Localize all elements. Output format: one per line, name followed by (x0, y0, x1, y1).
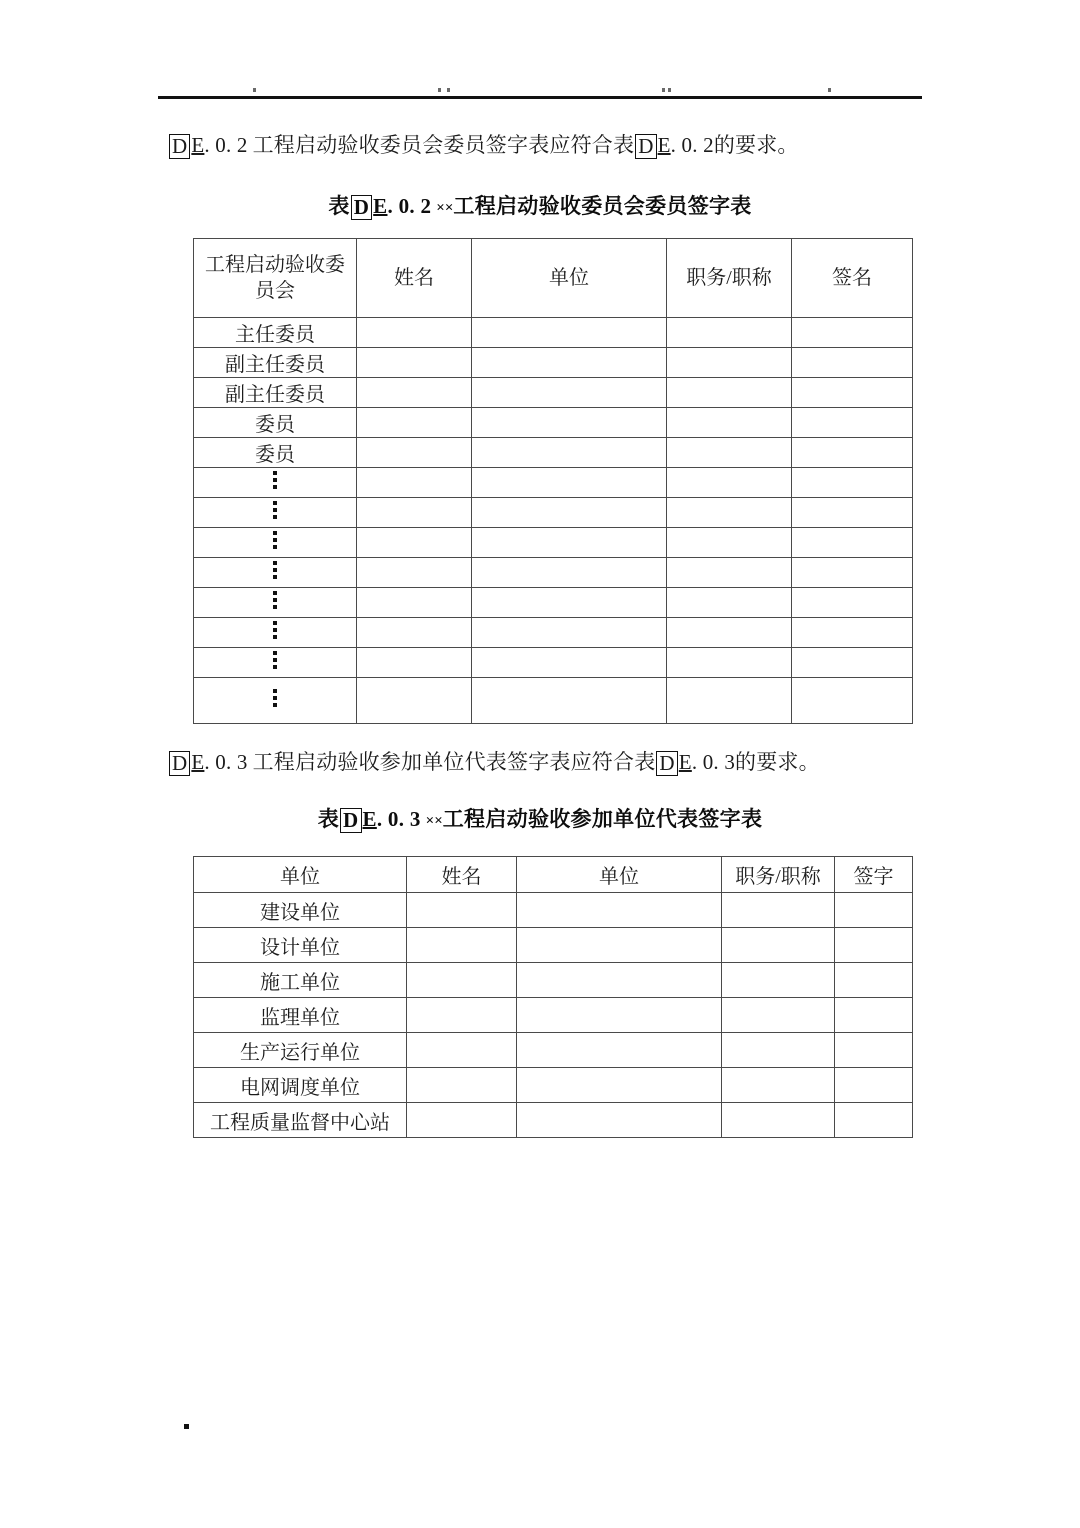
row-label: 电网调度单位 (194, 1068, 407, 1103)
cell-signature[interactable] (792, 378, 913, 408)
cell-post[interactable] (667, 408, 792, 438)
cell-org[interactable] (472, 678, 667, 724)
table-row (194, 528, 913, 558)
column-header-post: 职务/职称 (722, 857, 835, 893)
cell-org[interactable] (472, 318, 667, 348)
cell-name[interactable] (357, 678, 472, 724)
cell-name[interactable] (357, 588, 472, 618)
cell-post[interactable] (667, 498, 792, 528)
row-label-ellipsis (194, 468, 357, 498)
row-label: 副主任委员 (194, 378, 357, 408)
table-header-row (194, 857, 913, 893)
scan-speck (828, 88, 831, 92)
cell-signature[interactable] (835, 1103, 913, 1138)
vertical-ellipsis-icon (273, 590, 278, 609)
cell-name[interactable] (357, 318, 472, 348)
clause-number: . 0. 2 (204, 133, 248, 157)
cell-org[interactable] (472, 498, 667, 528)
cell-name[interactable] (357, 528, 472, 558)
table-row (194, 1068, 913, 1103)
cell-name[interactable] (407, 963, 517, 998)
caption-title: 工程启动验收参加单位代表签字表 (442, 807, 763, 831)
cell-org[interactable] (517, 998, 722, 1033)
cell-signature[interactable] (792, 558, 913, 588)
clause-number: . 0. 3 (204, 750, 248, 774)
table-row (194, 648, 913, 678)
table-row (194, 893, 913, 928)
row-label: 委员 (194, 408, 357, 438)
cell-post[interactable] (722, 963, 835, 998)
table-row (194, 1033, 913, 1068)
cell-post[interactable] (667, 528, 792, 558)
vertical-ellipsis-icon (273, 530, 278, 549)
underlined-letter-e: E (191, 750, 205, 774)
cell-signature[interactable] (792, 408, 913, 438)
table-body (194, 893, 913, 1138)
caption-marker: ×× (425, 813, 443, 829)
column-header-signature: 签字 (835, 857, 913, 893)
cell-org[interactable] (472, 648, 667, 678)
cell-signature[interactable] (835, 893, 913, 928)
cell-post[interactable] (667, 378, 792, 408)
column-header-post: 职务/职称 (667, 239, 792, 318)
cell-org[interactable] (472, 528, 667, 558)
boxed-letter-d: D (169, 134, 190, 159)
row-label: 副主任委员 (194, 348, 357, 378)
cell-post[interactable] (722, 928, 835, 963)
cell-post[interactable] (722, 998, 835, 1033)
row-label: 施工单位 (194, 963, 407, 998)
boxed-letter-d-ref: D (656, 751, 677, 776)
caption-lead: 表 (328, 194, 350, 218)
vertical-ellipsis-icon (273, 470, 278, 489)
clause-ref-number: . 0. 2 (670, 133, 714, 157)
cell-signature[interactable] (792, 318, 913, 348)
row-label-ellipsis (194, 588, 357, 618)
cell-post[interactable] (667, 648, 792, 678)
cell-name[interactable] (407, 1103, 517, 1138)
table-row (194, 498, 913, 528)
caption-number: . 0. 3 (376, 807, 421, 831)
row-label-ellipsis (194, 528, 357, 558)
cell-name[interactable] (407, 893, 517, 928)
cell-org[interactable] (517, 1068, 722, 1103)
table-caption-de-0-2 (0, 190, 1080, 220)
cell-signature[interactable] (835, 998, 913, 1033)
cell-post[interactable] (722, 1068, 835, 1103)
boxed-letter-d: D (340, 808, 361, 833)
row-label-ellipsis (194, 498, 357, 528)
table-header-row (194, 239, 913, 318)
column-header-name: 姓名 (407, 857, 517, 893)
table-row (194, 928, 913, 963)
vertical-ellipsis-icon (273, 650, 278, 669)
caption-title: 工程启动验收委员会委员签字表 (453, 194, 752, 218)
cell-signature[interactable] (835, 928, 913, 963)
cell-post[interactable] (667, 618, 792, 648)
boxed-letter-d: D (351, 195, 372, 220)
committee-signature-table (193, 238, 913, 724)
cell-signature[interactable] (792, 588, 913, 618)
cell-name[interactable] (407, 1033, 517, 1068)
underlined-letter-e: E (373, 194, 388, 218)
column-header-org: 单位 (517, 857, 722, 893)
row-label: 委员 (194, 438, 357, 468)
table-body (194, 318, 913, 724)
cell-org[interactable] (517, 963, 722, 998)
cell-post[interactable] (667, 678, 792, 724)
row-label-ellipsis (194, 618, 357, 648)
cell-name[interactable] (357, 438, 472, 468)
table-row (194, 618, 913, 648)
row-label-ellipsis (194, 678, 357, 724)
cell-signature[interactable] (835, 1033, 913, 1068)
cell-signature[interactable] (792, 438, 913, 468)
scan-speck (253, 88, 256, 92)
underlined-letter-e: E (362, 807, 377, 831)
cell-post[interactable] (722, 893, 835, 928)
clause-body-text: 工程启动验收委员会委员签字表应符合表 (252, 133, 635, 157)
scan-speck (184, 1424, 189, 1429)
row-label: 工程质量监督中心站 (194, 1103, 407, 1138)
column-header-unit: 单位 (194, 857, 407, 893)
column-header-org: 单位 (472, 239, 667, 318)
cell-org[interactable] (472, 588, 667, 618)
caption-number: . 0. 2 (387, 194, 432, 218)
boxed-letter-d-ref: D (635, 134, 656, 159)
cell-name[interactable] (357, 618, 472, 648)
cell-org[interactable] (472, 438, 667, 468)
cell-name[interactable] (357, 648, 472, 678)
cell-post[interactable] (667, 348, 792, 378)
column-header-signature: 签名 (792, 239, 913, 318)
boxed-letter-d: D (169, 751, 190, 776)
header-rule (158, 96, 922, 99)
cell-org[interactable] (517, 893, 722, 928)
cell-post[interactable] (667, 588, 792, 618)
scan-speck (447, 88, 450, 92)
table-row (194, 678, 913, 724)
table-row (194, 1103, 913, 1138)
row-label-ellipsis (194, 648, 357, 678)
cell-post[interactable] (722, 1033, 835, 1068)
caption-lead: 表 (317, 807, 340, 831)
table-row (194, 408, 913, 438)
table-row (194, 438, 913, 468)
cell-post[interactable] (667, 558, 792, 588)
table-caption-de-0-3 (0, 803, 1080, 833)
cell-post[interactable] (722, 1103, 835, 1138)
cell-signature[interactable] (792, 348, 913, 378)
table-row (194, 998, 913, 1033)
clause-ref-number: . 0. 3 (691, 750, 736, 774)
cell-org[interactable] (472, 558, 667, 588)
cell-signature[interactable] (835, 963, 913, 998)
cell-name[interactable] (357, 378, 472, 408)
row-label: 生产运行单位 (194, 1033, 407, 1068)
cell-org[interactable] (517, 928, 722, 963)
cell-signature[interactable] (792, 618, 913, 648)
cell-org[interactable] (472, 378, 667, 408)
cell-signature[interactable] (792, 498, 913, 528)
table-row (194, 348, 913, 378)
scan-speck (438, 88, 441, 92)
clause-paragraph-de-0-3 (168, 748, 820, 776)
vertical-ellipsis-icon (273, 688, 278, 707)
cell-org[interactable] (472, 348, 667, 378)
cell-post[interactable] (667, 438, 792, 468)
cell-signature[interactable] (835, 1068, 913, 1103)
vertical-ellipsis-icon (273, 500, 278, 519)
cell-name[interactable] (357, 348, 472, 378)
cell-org[interactable] (472, 618, 667, 648)
clause-suffix-text: 的要求。 (735, 750, 820, 774)
row-label: 监理单位 (194, 998, 407, 1033)
cell-signature[interactable] (792, 678, 913, 724)
cell-org[interactable] (517, 1033, 722, 1068)
underlined-letter-e-ref: E (678, 750, 692, 774)
clause-body-text: 工程启动验收参加单位代表签字表应符合表 (252, 750, 656, 774)
cell-name[interactable] (407, 998, 517, 1033)
row-label: 设计单位 (194, 928, 407, 963)
scan-speck (662, 88, 665, 92)
vertical-ellipsis-icon (273, 620, 278, 639)
participating-units-signature-table (193, 856, 913, 1138)
column-header-committee: 工程启动验收委员会 (194, 239, 357, 318)
row-label: 主任委员 (194, 318, 357, 348)
vertical-ellipsis-icon (273, 560, 278, 579)
cell-post[interactable] (667, 468, 792, 498)
table-row (194, 558, 913, 588)
column-header-name: 姓名 (357, 239, 472, 318)
cell-name[interactable] (407, 1068, 517, 1103)
table-row (194, 963, 913, 998)
underlined-letter-e-ref: E (657, 133, 671, 157)
underlined-letter-e: E (191, 133, 205, 157)
cell-name[interactable] (357, 468, 472, 498)
scan-speck (668, 88, 671, 92)
caption-marker: ×× (436, 200, 454, 216)
row-label-ellipsis (194, 558, 357, 588)
cell-org[interactable] (472, 468, 667, 498)
row-label: 建设单位 (194, 893, 407, 928)
cell-name[interactable] (357, 408, 472, 438)
table-row (194, 318, 913, 348)
cell-signature[interactable] (792, 528, 913, 558)
table-row (194, 468, 913, 498)
cell-org[interactable] (517, 1103, 722, 1138)
cell-org[interactable] (472, 408, 667, 438)
table-row (194, 588, 913, 618)
cell-name[interactable] (357, 498, 472, 528)
cell-post[interactable] (667, 318, 792, 348)
clause-paragraph-de-0-2 (168, 131, 799, 159)
cell-name[interactable] (407, 928, 517, 963)
table-row (194, 378, 913, 408)
cell-signature[interactable] (792, 468, 913, 498)
cell-name[interactable] (357, 558, 472, 588)
cell-signature[interactable] (792, 648, 913, 678)
clause-suffix-text: 的要求。 (713, 133, 799, 157)
